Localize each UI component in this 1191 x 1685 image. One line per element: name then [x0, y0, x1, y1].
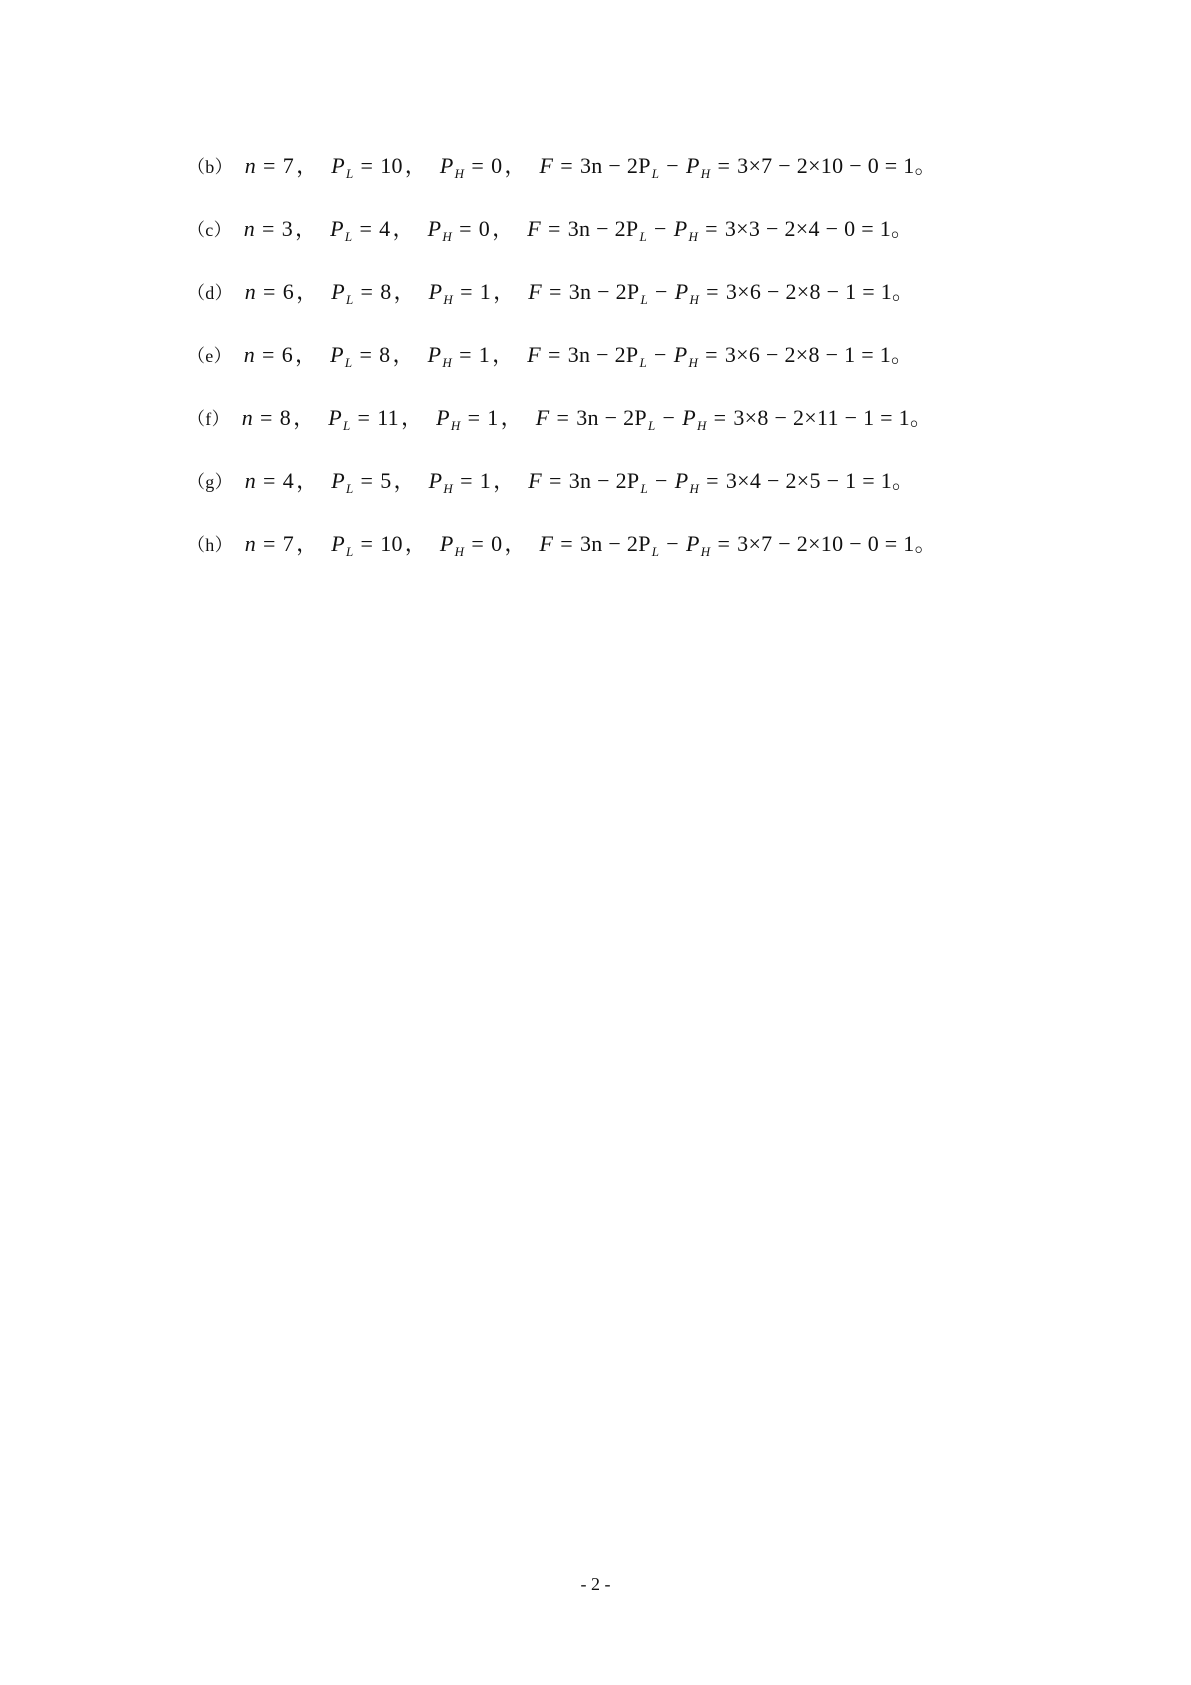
ph-value: 0	[491, 531, 503, 556]
n-value: 6	[282, 279, 295, 304]
calculation: 3×7 − 2×10 − 0 = 1	[737, 153, 915, 178]
answer-line-d: （d） n = 6， $P_L = 8$， $P_H = 1$， $F = 3n - 2P_L - P_H = 3\times 6 - 2\times 8 - 1 = 1$。	[187, 279, 915, 307]
pl-value: 10	[380, 531, 403, 556]
item-label: （b）	[187, 157, 233, 177]
pl-value: 8	[380, 279, 392, 304]
ph-value: 1	[478, 342, 491, 367]
item-label: （e）	[187, 346, 232, 366]
item-label: （c）	[187, 220, 232, 240]
n-value: 3	[281, 216, 294, 241]
answer-line-b: （b） n = 7， $P_L = 10$， $P_H = 0$， $F = 3n - 2P_L - P_H = 3\times 7 - 2\times 10 - 0 = 1$。	[187, 153, 937, 181]
answer-line-h: （h） n = 7， $P_L = 10$， $P_H = 0$， $F = 3n - 2P_L - P_H = 3\times 7 - 2\times 10 - 0 = 1$。	[187, 531, 937, 559]
n-value: 6	[281, 342, 294, 367]
n-value: 4	[282, 468, 295, 493]
calculation: 3×6 − 2×8 − 1 = 1	[724, 342, 891, 367]
ph-value: 1	[487, 405, 499, 430]
ph-value: 1	[479, 468, 492, 493]
calculation: 3×4 − 2×5 − 1 = 1	[725, 468, 893, 493]
pl-value: 5	[380, 468, 392, 493]
page-number: - 2 -	[580, 1574, 611, 1594]
n-value: 7	[282, 531, 295, 556]
calculation: 3×3 − 2×4 − 0 = 1	[724, 216, 891, 241]
pl-value: 11	[377, 405, 399, 430]
item-label: （f）	[187, 409, 230, 429]
ph-value: 1	[479, 279, 492, 304]
calculation: 3×7 − 2×10 − 0 = 1	[737, 531, 915, 556]
item-label: （h）	[187, 535, 233, 555]
pl-value: 4	[379, 216, 391, 241]
n-value: 7	[282, 153, 295, 178]
pl-value: 10	[380, 153, 403, 178]
answer-line-e: （e） n = 6， $P_L = 8$， $P_H = 1$， $F = 3n - 2P_L - P_H = 3\times 6 - 2\times 8 - 1 = 1$。	[187, 342, 914, 370]
answer-line-c: （c） n = 3， $P_L = 4$， $P_H = 0$， $F = 3n - 2P_L - P_H = 3\times 3 - 2\times 4 - 0 = 1$。	[187, 216, 914, 244]
item-label: （g）	[187, 472, 233, 492]
answer-line-g: （g） n = 4， $P_L = 5$， $P_H = 1$， $F = 3n - 2P_L - P_H = 3\times 4 - 2\times 5 - 1 = 1$。	[187, 468, 915, 496]
ph-value: 0	[491, 153, 503, 178]
calculation: 3×8 − 2×11 − 1 = 1	[733, 405, 910, 430]
ph-value: 0	[478, 216, 491, 241]
item-label: （d）	[187, 283, 233, 303]
n-value: 8	[279, 405, 292, 430]
answer-lines	[187, 150, 987, 591]
pl-value: 8	[379, 342, 391, 367]
answer-line-f: （f） n = 8， $P_L = 11$， $P_H = 1$， $F = 3n - 2P_L - P_H = 3\times 8 - 2\times 11 - 1 = 1$。	[187, 405, 933, 433]
calculation: 3×6 − 2×8 − 1 = 1	[725, 279, 893, 304]
